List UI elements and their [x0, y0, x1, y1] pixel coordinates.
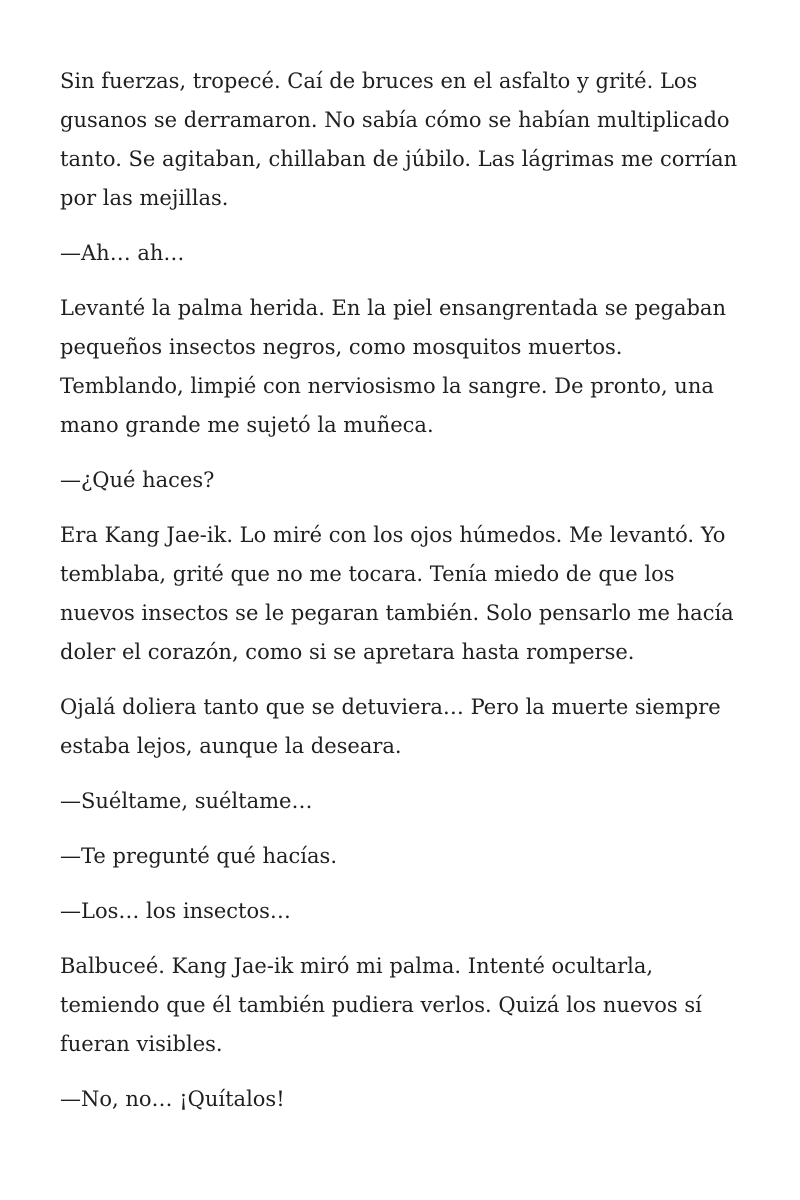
paragraph: Era Kang Jae-ik. Lo miré con los ojos húmedos. Me levantó. Yo temblaba, grité que no me tocara. Tenía miedo de que los nuevos insectos se le pegaran también. Solo pensarlo me hacía doler el corazón, como si se apretara hasta romperse.	[60, 523, 734, 664]
paragraph: Sin fuerzas, tropecé. Caí de bruces en el asfalto y grité. Los gusanos se derramaron. No sabía cómo se habían multiplicado tanto. Se agitaban, chillaban de júbilo. Las lágrimas me corrían por las mejillas.	[60, 69, 738, 210]
dialogue-line: —¿Qué haces?	[60, 468, 215, 492]
dialogue-line: —Ah… ah…	[60, 241, 185, 265]
dialogue-line: —Suéltame, suéltame…	[60, 789, 313, 813]
dialogue-line: —No, no… ¡Quítalos!	[60, 1087, 285, 1111]
paragraph: Ojalá doliera tanto que se detuviera… Pero la muerte siempre estaba lejos, aunque la deseara.	[60, 695, 721, 758]
dialogue-line: —Te pregunté qué hacías.	[60, 844, 337, 868]
dialogue-line: —Los… los insectos…	[60, 899, 291, 923]
paragraph: Levanté la palma herida. En la piel ensangrentada se pegaban pequeños insectos negros, como mosquitos muertos. Temblando, limpié con nerviosismo la sangre. De pronto, una mano grande me sujetó la muñeca.	[60, 296, 726, 437]
paragraph: Balbuceé. Kang Jae-ik miró mi palma. Intenté ocultarla, temiendo que él también pudiera verlos. Quizá los nuevos sí fueran visibles.	[60, 954, 702, 1056]
